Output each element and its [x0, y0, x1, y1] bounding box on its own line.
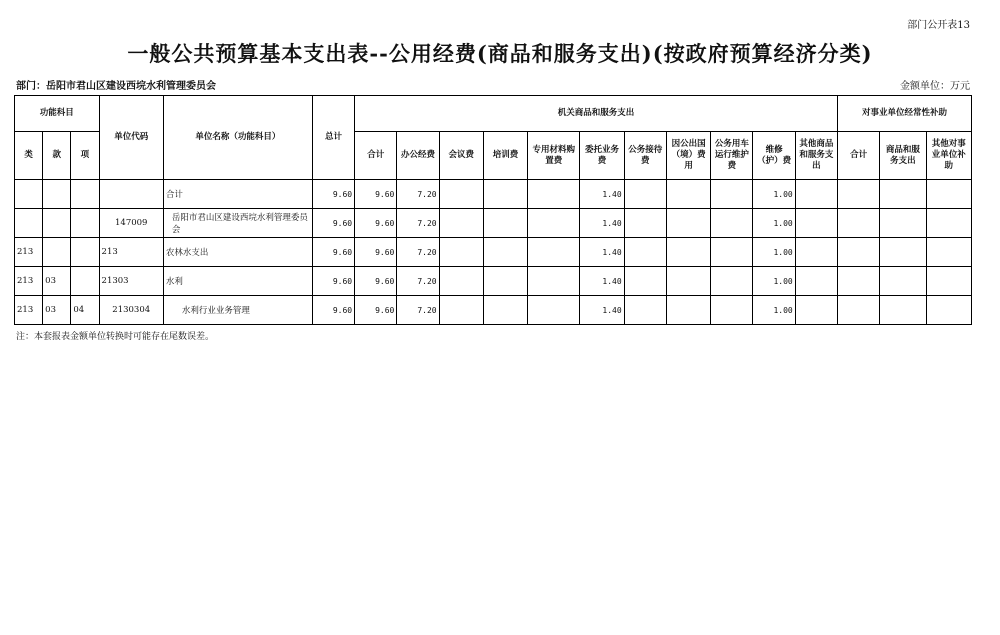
cell-goods-total: 9.60 [355, 267, 397, 296]
cell-unit-code: 2130304 [99, 296, 163, 325]
cell-official-vehicle [711, 296, 753, 325]
cell-official-reception [624, 267, 666, 296]
header-lei: 类 [15, 132, 43, 180]
cell-kuan [43, 209, 71, 238]
cell-total: 9.60 [312, 238, 354, 267]
cell-unit-name: 水利 [163, 267, 312, 296]
cell-subsidy-other [926, 267, 971, 296]
cell-meeting-expense [439, 296, 483, 325]
cell-official-vehicle [711, 209, 753, 238]
cell-subsidy-goods [880, 267, 926, 296]
cell-official-vehicle [711, 267, 753, 296]
cell-xiang [71, 209, 99, 238]
cell-subsidy-other [926, 296, 971, 325]
cell-subsidy-other [926, 180, 971, 209]
cell-unit-code: 21303 [99, 267, 163, 296]
cell-meeting-expense [439, 180, 483, 209]
table-row [15, 267, 972, 296]
header-unit-name: 单位名称（功能科目） [163, 96, 312, 180]
cell-official-reception [624, 238, 666, 267]
cell-training-expense [483, 267, 527, 296]
header-unit-code: 单位代码 [99, 96, 163, 180]
cell-official-reception [624, 296, 666, 325]
cell-office-expense: 7.20 [397, 238, 439, 267]
cell-official-reception [624, 180, 666, 209]
cell-official-reception [624, 209, 666, 238]
cell-meeting-expense [439, 209, 483, 238]
cell-unit-name: 合计 [163, 180, 312, 209]
footnote: 注：本套报表金额单位转换时可能存在尾数误差。 [16, 332, 215, 342]
cell-other-goods [795, 180, 837, 209]
header-subsidy-goods: 商品和服务支出 [880, 132, 926, 180]
header-kuan: 款 [43, 132, 71, 180]
cell-official-vehicle [711, 238, 753, 267]
cell-training-expense [483, 296, 527, 325]
cell-other-goods [795, 209, 837, 238]
cell-entrusted-business: 1.40 [580, 180, 624, 209]
header-group-goods: 机关商品和服务支出 [355, 96, 838, 132]
cell-unit-code: 213 [99, 238, 163, 267]
cell-office-expense: 7.20 [397, 180, 439, 209]
cell-special-materials [528, 238, 580, 267]
cell-lei: 213 [15, 296, 43, 325]
cell-other-goods [795, 296, 837, 325]
cell-office-expense: 7.20 [397, 209, 439, 238]
cell-kuan: 03 [43, 267, 71, 296]
cell-goods-total: 9.60 [355, 296, 397, 325]
table-row [15, 209, 972, 238]
cell-total: 9.60 [312, 296, 354, 325]
cell-overseas-travel [666, 296, 710, 325]
cell-total: 9.60 [312, 209, 354, 238]
cell-goods-total: 9.60 [355, 180, 397, 209]
cell-training-expense [483, 209, 527, 238]
header-func-subject: 功能科目 [15, 96, 100, 132]
cell-goods-total: 9.60 [355, 209, 397, 238]
table-row [15, 296, 972, 325]
cell-entrusted-business: 1.40 [580, 296, 624, 325]
cell-subsidy-other [926, 238, 971, 267]
cell-unit-name: 岳阳市君山区建设西垸水利管理委员会 [163, 209, 312, 238]
cell-other-goods [795, 238, 837, 267]
cell-xiang [71, 238, 99, 267]
cell-maintenance: 1.00 [753, 238, 795, 267]
cell-maintenance: 1.00 [753, 180, 795, 209]
cell-maintenance: 1.00 [753, 209, 795, 238]
cell-unit-code: 147009 [99, 209, 163, 238]
cell-training-expense [483, 180, 527, 209]
cell-xiang: 04 [71, 296, 99, 325]
header-xiang: 项 [71, 132, 99, 180]
cell-maintenance: 1.00 [753, 267, 795, 296]
header-meeting-expense: 会议费 [439, 132, 483, 180]
cell-overseas-travel [666, 180, 710, 209]
cell-lei: 213 [15, 238, 43, 267]
cell-subsidy-goods [880, 180, 926, 209]
cell-subsidy-total [838, 267, 880, 296]
cell-kuan: 03 [43, 296, 71, 325]
cell-special-materials [528, 180, 580, 209]
cell-total: 9.60 [312, 267, 354, 296]
header-group-subsidy: 对事业单位经常性补助 [838, 96, 972, 132]
department-label: 部门：岳阳市君山区建设西垸水利管理委员会 [16, 81, 216, 92]
table-number-label: 部门公开表13 [907, 20, 970, 31]
cell-subsidy-total [838, 296, 880, 325]
cell-goods-total: 9.60 [355, 238, 397, 267]
header-overseas-travel: 因公出国（境）费用 [666, 132, 710, 180]
table-row [15, 180, 972, 209]
cell-subsidy-total [838, 238, 880, 267]
cell-subsidy-total [838, 209, 880, 238]
cell-subsidy-goods [880, 296, 926, 325]
cell-special-materials [528, 267, 580, 296]
cell-unit-name: 水利行业业务管理 [163, 296, 312, 325]
header-official-reception: 公务接待费 [624, 132, 666, 180]
cell-entrusted-business: 1.40 [580, 238, 624, 267]
header-goods-total: 合计 [355, 132, 397, 180]
cell-lei: 213 [15, 267, 43, 296]
cell-office-expense: 7.20 [397, 296, 439, 325]
cell-meeting-expense [439, 267, 483, 296]
cell-xiang [71, 267, 99, 296]
cell-entrusted-business: 1.40 [580, 209, 624, 238]
cell-xiang [71, 180, 99, 209]
header-office-expense: 办公经费 [397, 132, 439, 180]
cell-overseas-travel [666, 267, 710, 296]
header-official-vehicle: 公务用车运行维护费 [711, 132, 753, 180]
cell-other-goods [795, 267, 837, 296]
cell-special-materials [528, 296, 580, 325]
cell-maintenance: 1.00 [753, 296, 795, 325]
cell-overseas-travel [666, 209, 710, 238]
header-total: 总计 [312, 96, 354, 180]
cell-meeting-expense [439, 238, 483, 267]
header-subsidy-total: 合计 [838, 132, 880, 180]
cell-unit-name: 农林水支出 [163, 238, 312, 267]
header-training-expense: 培训费 [483, 132, 527, 180]
cell-official-vehicle [711, 180, 753, 209]
cell-kuan [43, 180, 71, 209]
cell-subsidy-goods [880, 238, 926, 267]
cell-special-materials [528, 209, 580, 238]
cell-subsidy-other [926, 209, 971, 238]
cell-overseas-travel [666, 238, 710, 267]
cell-kuan [43, 238, 71, 267]
header-entrusted-business: 委托业务费 [580, 132, 624, 180]
cell-lei [15, 209, 43, 238]
cell-subsidy-total [838, 180, 880, 209]
header-special-materials: 专用材料购置费 [528, 132, 580, 180]
cell-office-expense: 7.20 [397, 267, 439, 296]
cell-total: 9.60 [312, 180, 354, 209]
cell-entrusted-business: 1.40 [580, 267, 624, 296]
table-row [15, 238, 972, 267]
header-maintenance: 维修（护）费 [753, 132, 795, 180]
cell-subsidy-goods [880, 209, 926, 238]
amount-unit-label: 金额单位：万元 [900, 81, 970, 92]
header-subsidy-other: 其他对事业单位补助 [926, 132, 971, 180]
cell-lei [15, 180, 43, 209]
budget-table [14, 95, 972, 325]
page-title: 一般公共预算基本支出表--公用经费(商品和服务支出)(按政府预算经济分类) [127, 41, 873, 66]
header-other-goods: 其他商品和服务支出 [795, 132, 837, 180]
cell-unit-code [99, 180, 163, 209]
cell-training-expense [483, 238, 527, 267]
